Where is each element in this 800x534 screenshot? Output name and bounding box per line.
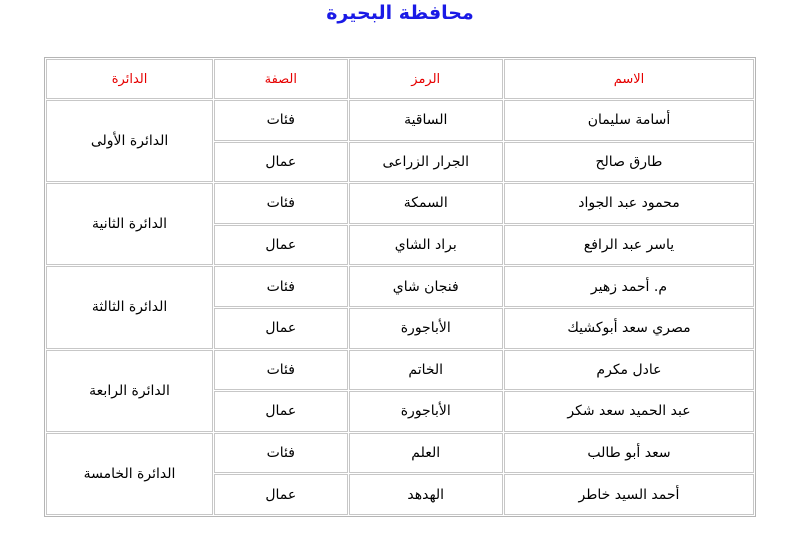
candidate-symbol: الساقية	[349, 100, 503, 141]
candidate-name: أسامة سليمان	[504, 100, 754, 141]
candidate-role: عمال	[214, 142, 347, 183]
header-symbol: الرمز	[349, 59, 503, 99]
page-title: محافظة البحيرة	[326, 2, 474, 24]
candidate-symbol: فنجان شاي	[349, 266, 503, 307]
district-name: الدائرة الثانية	[46, 183, 213, 265]
table-row	[46, 350, 754, 391]
candidate-role: فئات	[214, 183, 347, 224]
district-name: الدائرة الثالثة	[46, 266, 213, 348]
candidates-table	[44, 57, 756, 517]
table-row	[46, 183, 754, 224]
candidate-name: م. أحمد زهير	[504, 266, 754, 307]
district-name: الدائرة الأولى	[46, 100, 213, 182]
candidate-name: محمود عبد الجواد	[504, 183, 754, 224]
table-row	[46, 100, 754, 141]
table-row	[46, 433, 754, 474]
district-name: الدائرة الخامسة	[46, 433, 213, 515]
candidate-symbol: العلم	[349, 433, 503, 474]
candidate-name: ياسر عبد الرافع	[504, 225, 754, 266]
header-name: الاسم	[504, 59, 754, 99]
candidate-name: سعد أبو طالب	[504, 433, 754, 474]
district-name: الدائرة الرابعة	[46, 350, 213, 432]
candidate-symbol: الخاتم	[349, 350, 503, 391]
header-role: الصفة	[214, 59, 347, 99]
candidate-role: فئات	[214, 100, 347, 141]
candidate-name: أحمد السيد خاطر	[504, 474, 754, 515]
candidate-role: فئات	[214, 266, 347, 307]
candidate-symbol: براد الشاي	[349, 225, 503, 266]
candidate-symbol: الأباجورة	[349, 308, 503, 349]
candidate-name: عادل مكرم	[504, 350, 754, 391]
candidate-name: مصري سعد أبوكشيك	[504, 308, 754, 349]
candidate-role: عمال	[214, 474, 347, 515]
candidate-symbol: السمكة	[349, 183, 503, 224]
candidate-role: عمال	[214, 308, 347, 349]
table-header-row	[46, 59, 754, 99]
candidate-name: طارق صالح	[504, 142, 754, 183]
table-row	[46, 266, 754, 307]
candidate-role: فئات	[214, 350, 347, 391]
header-district: الدائرة	[46, 59, 213, 99]
candidate-symbol: الأباجورة	[349, 391, 503, 432]
candidate-role: فئات	[214, 433, 347, 474]
candidate-name: عبد الحميد سعد شكر	[504, 391, 754, 432]
candidate-role: عمال	[214, 225, 347, 266]
candidate-symbol: الهدهد	[349, 474, 503, 515]
candidate-role: عمال	[214, 391, 347, 432]
candidate-symbol: الجرار الزراعى	[349, 142, 503, 183]
